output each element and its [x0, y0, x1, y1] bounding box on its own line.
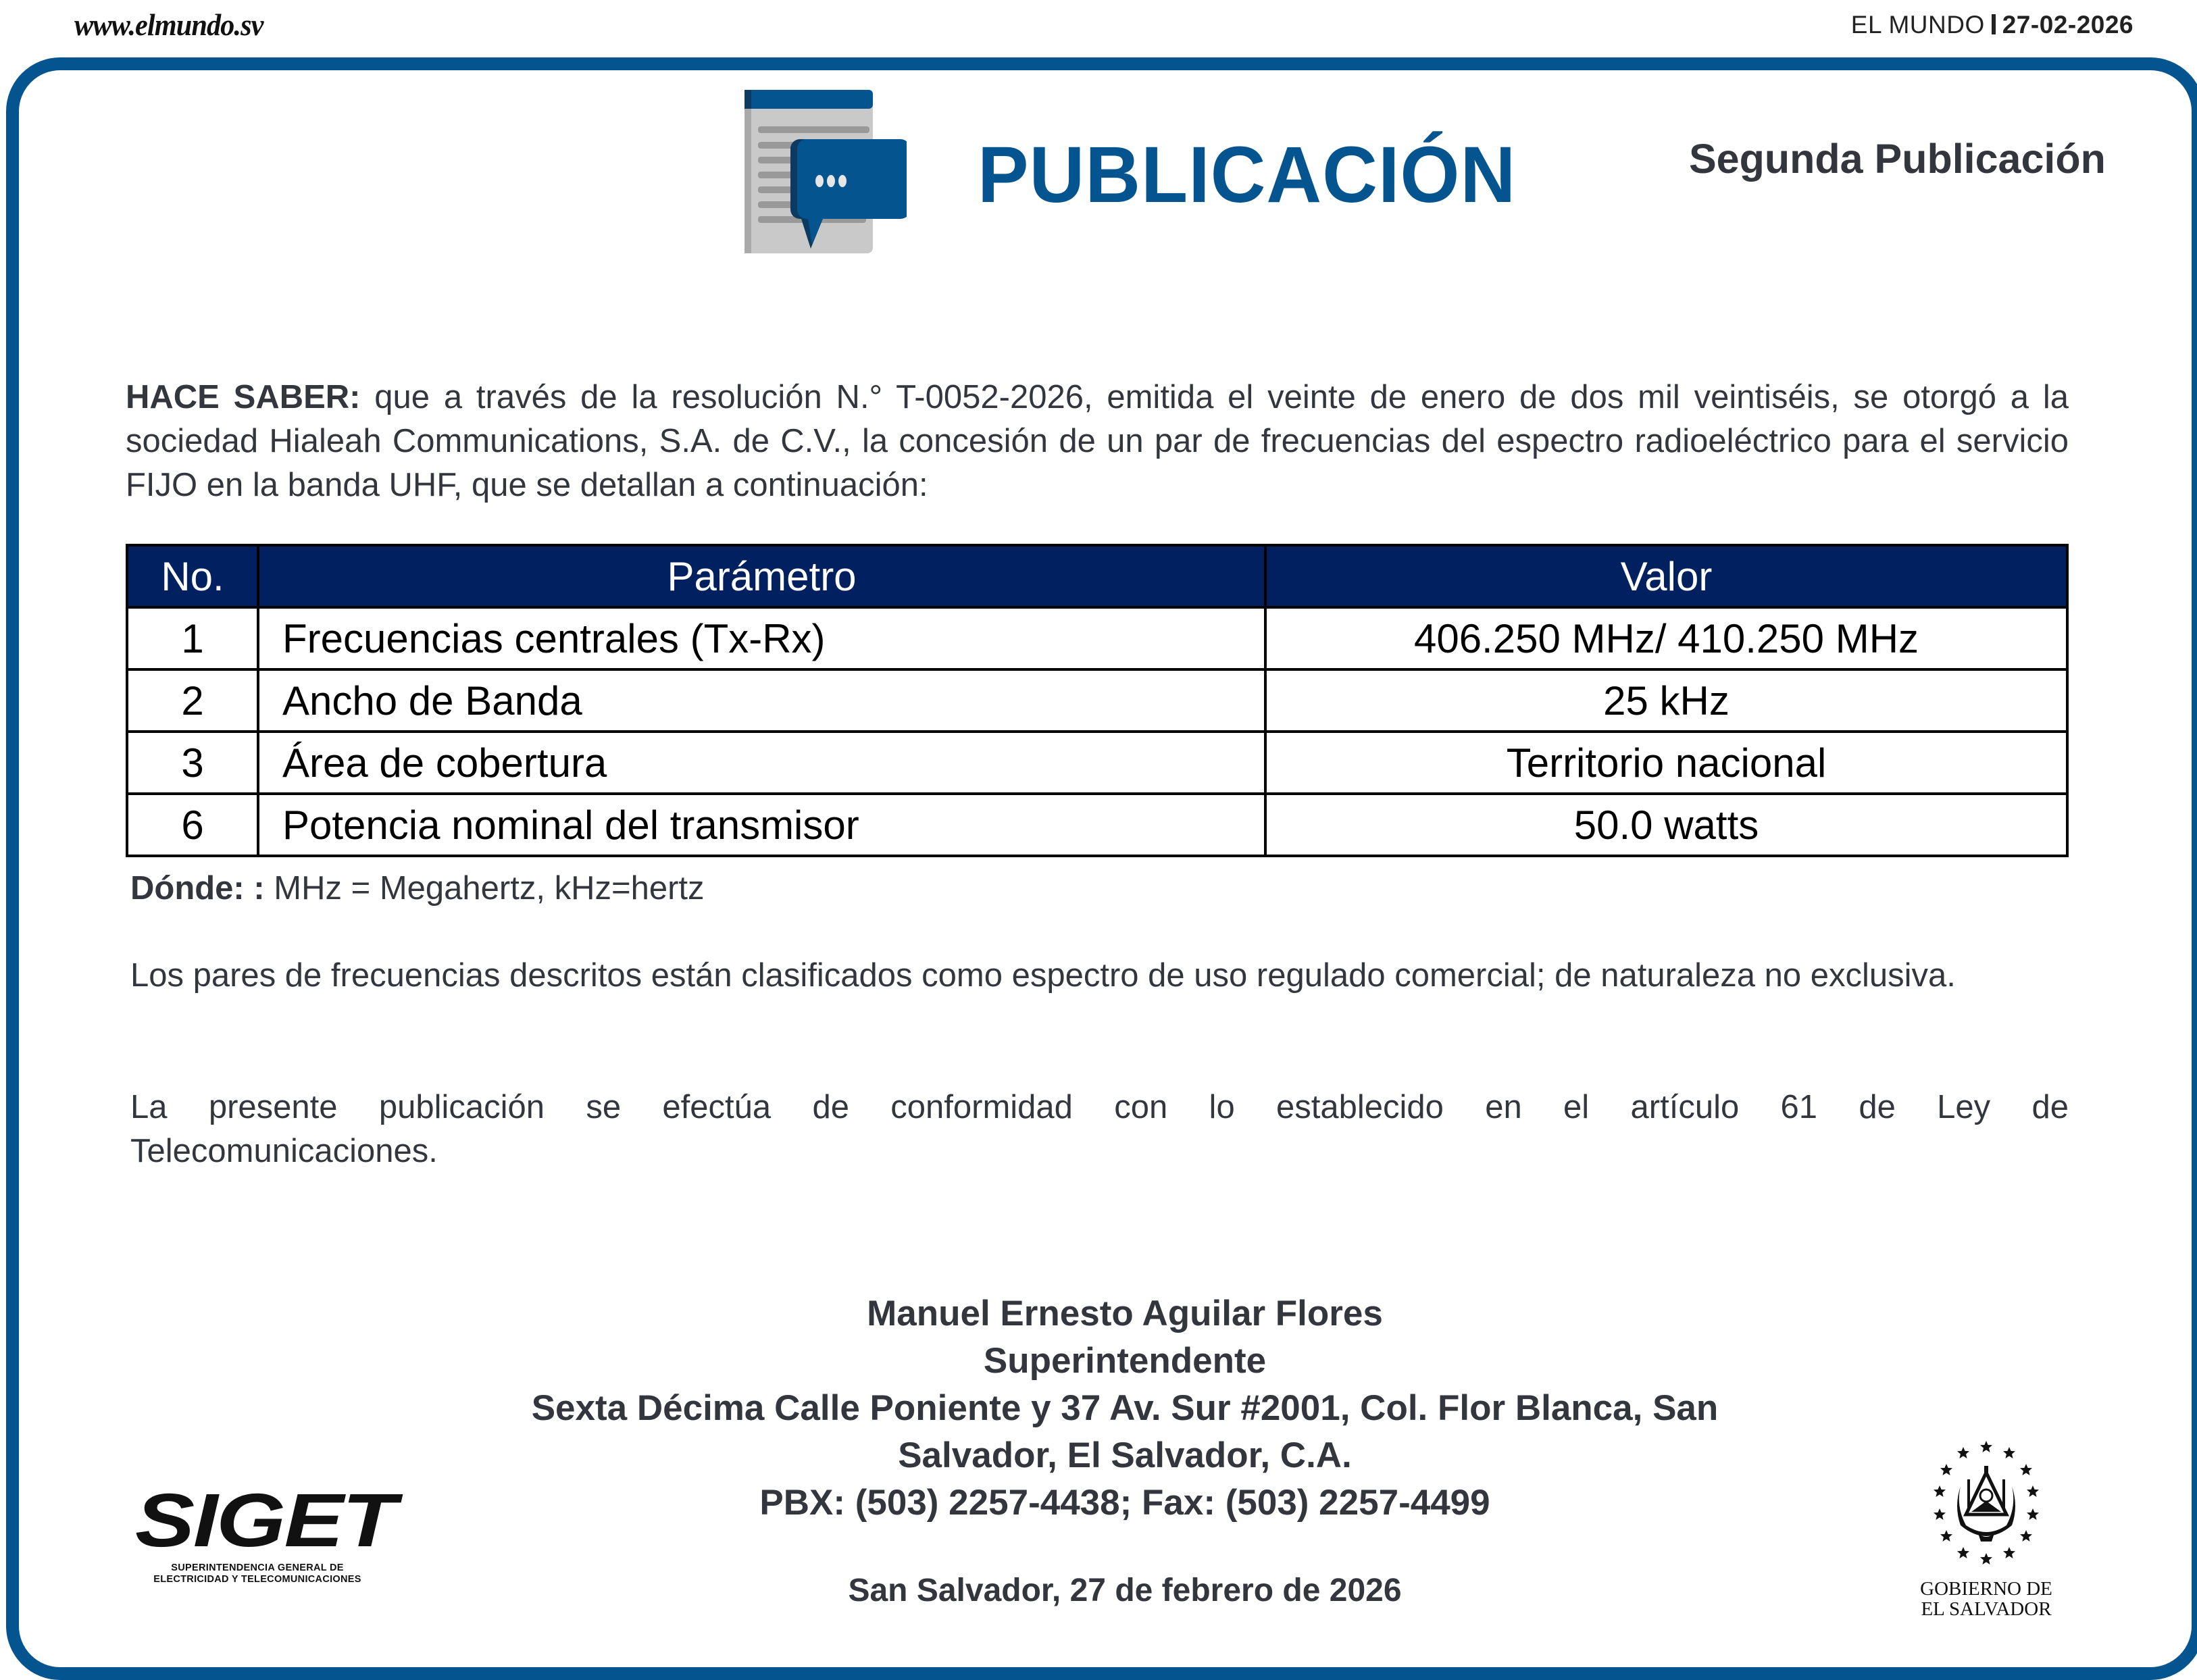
- intro-lead: HACE SABER:: [126, 379, 361, 415]
- masthead-name: EL MUNDO: [1850, 11, 1985, 39]
- address-line-2: Salvador, El Salvador, C.A.: [898, 1435, 1352, 1475]
- legal-paragraph: [130, 1086, 2069, 1173]
- signature-block: [405, 1290, 1844, 1527]
- header-value: Valor: [1265, 545, 2067, 607]
- table-row: [127, 669, 2067, 732]
- cell-no: 2: [127, 669, 258, 732]
- coat-of-arms-icon: [1919, 1439, 2054, 1574]
- classification-paragraph: Los pares de frecuencias descritos están clasificados como espectro de uso regulado comercial; de naturaleza no exclusiva.: [130, 957, 1956, 994]
- government-name-line-2: EL SALVADOR: [1921, 1598, 2052, 1620]
- edition-label: Segunda Publicación: [1689, 136, 2106, 182]
- cell-value: 50.0 watts: [1265, 794, 2067, 856]
- frequency-table: [126, 544, 2069, 857]
- phone-numbers: PBX: (503) 2257-4438; Fax: (503) 2257-4499: [759, 1483, 1490, 1523]
- place-date: San Salvador, 27 de febrero de 2026: [848, 1573, 1402, 1608]
- units-note-text: MHz = Megahertz, kHz=hertz: [264, 870, 705, 907]
- signer-position: Superintendente: [983, 1341, 1267, 1381]
- legal-line-1: La presente publicación se efectúa de conformidad con lo establecido en el artículo 61 de Ley de: [130, 1089, 2069, 1125]
- header-parameter: Parámetro: [258, 545, 1265, 607]
- cell-value: 25 kHz: [1265, 669, 2067, 732]
- document-speech-bubble-icon: [744, 90, 907, 253]
- masthead-separator: [1992, 14, 1996, 34]
- siget-wordmark: SIGET: [135, 1478, 395, 1562]
- cell-value: Territorio nacional: [1265, 732, 2067, 794]
- units-note: [130, 868, 705, 909]
- table-row: [127, 732, 2067, 794]
- cell-no: 6: [127, 794, 258, 856]
- government-name-line-1: GOBIERNO DE: [1920, 1578, 2052, 1600]
- page-title: PUBLICACIÓN: [978, 130, 1517, 220]
- cell-parameter: Área de cobertura: [258, 732, 1265, 794]
- cell-no: 3: [127, 732, 258, 794]
- masthead-date: 27-02-2026: [2002, 11, 2133, 39]
- site-url: www.elmundo.sv: [74, 7, 263, 42]
- government-name: [1919, 1579, 2054, 1619]
- siget-subtitle: [135, 1562, 380, 1585]
- address-line-1: Sexta Décima Calle Poniente y 37 Av. Sur #2001, Col. Flor Blanca, San: [531, 1388, 1719, 1428]
- legal-line-2: Telecomunicaciones.: [130, 1133, 438, 1169]
- cell-parameter: Frecuencias centrales (Tx-Rx): [258, 607, 1265, 669]
- cell-parameter: Potencia nominal del transmisor: [258, 794, 1265, 856]
- signer-name: Manuel Ernesto Aguilar Flores: [867, 1294, 1383, 1333]
- table-row: [127, 607, 2067, 669]
- table-row: [127, 794, 2067, 856]
- intro-paragraph: [126, 376, 2069, 507]
- cell-no: 1: [127, 607, 258, 669]
- siget-subtitle-line-1: SUPERINTENDENCIA GENERAL DE: [171, 1562, 344, 1573]
- cell-value: 406.250 MHz/ 410.250 MHz: [1265, 607, 2067, 669]
- siget-subtitle-line-2: ELECTRICIDAD Y TELECOMUNICACIONES: [153, 1574, 361, 1585]
- intro-text: que a través de la resolución N.° T-0052-2026, emitida el veinte de enero de dos mil veintiséis, se otorgó a la sociedad Hialeah Communications, S.A. de C.V., la concesión de un par de frecuencias del espectro radioeléctrico para el servicio FIJO en la banda UHF, que se detallan a continuación:: [126, 379, 2069, 503]
- siget-logo: [135, 1478, 395, 1585]
- header-no: No.: [127, 545, 258, 607]
- government-logo: [1919, 1439, 2054, 1619]
- table-header-row: [127, 545, 2067, 607]
- masthead: [1851, 11, 2133, 39]
- cell-parameter: Ancho de Banda: [258, 669, 1265, 732]
- units-note-lead: Dónde: :: [130, 870, 265, 907]
